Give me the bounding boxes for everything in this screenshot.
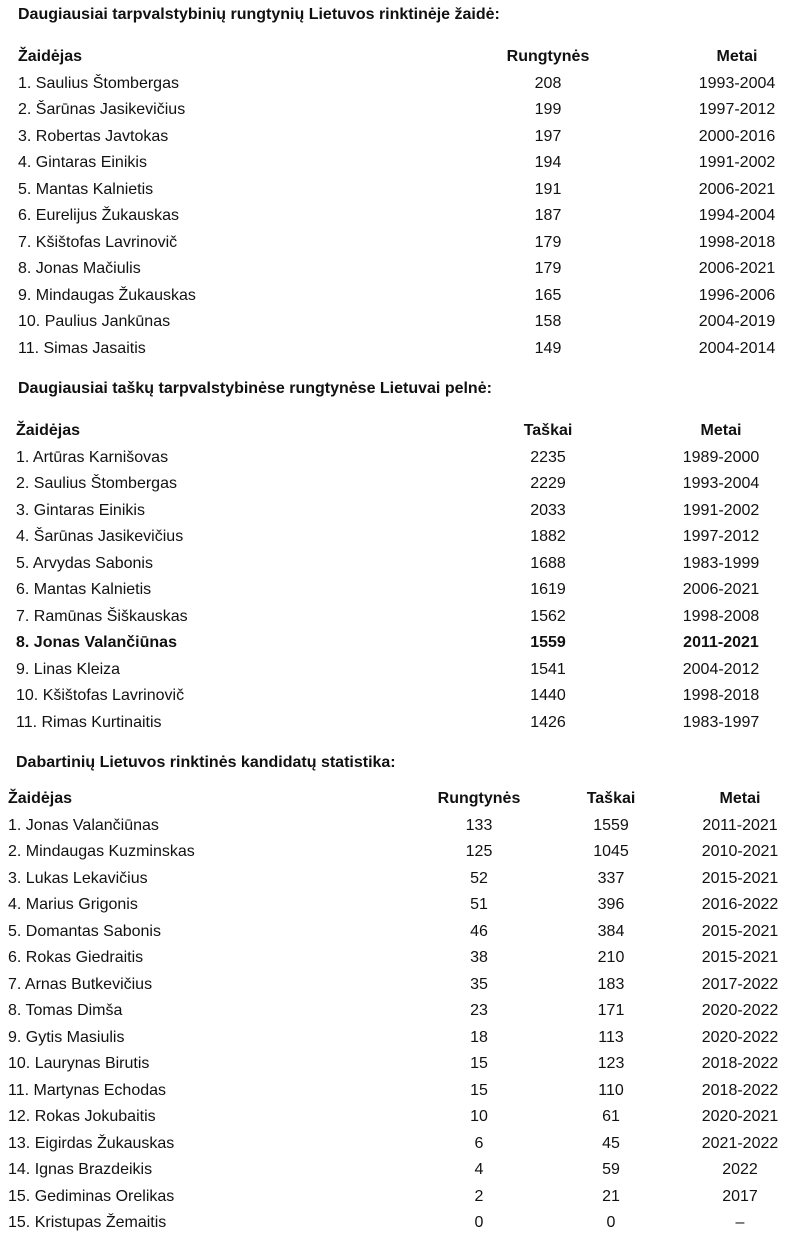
header-years: Metai [716,48,758,65]
cell-years: 2010-2021 [701,843,779,860]
cell-player: 7. Ramūnas Šiškauskas [16,607,188,625]
header-years: Metai [700,422,742,439]
cell-player: 1. Saulius Štombergas [18,74,179,92]
cell-points: 2229 [530,475,566,492]
table-row [0,524,800,551]
table-row [0,336,800,363]
cell-games: 187 [534,207,562,224]
cell-player: 4. Gintaras Einikis [18,154,147,171]
cell-years: 2017 [722,1187,758,1205]
cell-player: 9. Linas Kleiza [16,660,121,678]
cell-years: – [735,1214,745,1231]
cell-points: 123 [597,1055,625,1072]
cell-games: 199 [534,101,562,118]
table-row [0,1131,800,1158]
cell-years: 2020-2022 [701,1002,779,1019]
cell-years: 2022 [722,1161,758,1178]
cell-games: 208 [534,74,562,92]
cell-player: 3. Gintaras Einikis [16,501,145,519]
cell-player: 8. Jonas Mačiulis [18,260,141,277]
cell-player: 11. Simas Jasaitis [18,339,146,357]
cell-years: 2011-2021 [683,634,759,651]
cell-points: 1440 [530,687,566,704]
cell-player: 9. Mindaugas Žukauskas [18,286,196,304]
cell-player: 7. Kšištofas Lavrinovič [18,233,178,251]
cell-games: 46 [470,922,488,940]
cell-player: 15. Gediminas Orelikas [8,1187,175,1205]
cell-years: 2018-2022 [701,1055,779,1072]
cell-points: 113 [598,1028,624,1046]
cell-player: 5. Mantas Kalnietis [18,180,154,198]
section1-title: Daugiausiai tarpvalstybinių rungtynių Lietuvos rinktinėje žaidė: [18,6,500,23]
cell-games: 18 [470,1028,488,1046]
cell-player: 5. Domantas Sabonis [8,922,161,940]
table-row [0,998,800,1025]
cell-points: 2235 [530,448,566,466]
cell-years: 2020-2022 [701,1028,779,1046]
cell-points: 1562 [530,607,566,625]
cell-years: 1998-2018 [698,233,776,251]
cell-points: 1619 [530,581,566,598]
cell-player: 11. Rimas Kurtinaitis [16,713,162,731]
cell-years: 1993-2004 [682,475,760,492]
cell-points: 337 [597,869,625,887]
table-row [0,1025,800,1052]
cell-points: 2033 [530,501,566,519]
cell-games: 197 [534,127,562,145]
cell-years: 1991-2002 [698,154,776,171]
table-most-points [0,418,800,736]
cell-points: 1559 [530,634,566,651]
cell-games: 133 [465,816,493,834]
table-row [0,1104,800,1131]
cell-years: 1998-2018 [682,687,760,704]
cell-years: 1983-1999 [682,554,760,572]
cell-years: 1997-2012 [698,101,776,118]
table-row [0,1078,800,1105]
table-row [0,177,800,204]
cell-years: 2015-2021 [701,869,779,887]
cell-player: 4. Marius Grigonis [8,896,138,913]
cell-years: 2000-2016 [698,127,776,145]
cell-years: 2021-2022 [701,1134,779,1152]
cell-points: 210 [597,949,625,966]
cell-games: 0 [474,1214,484,1231]
cell-points: 1045 [593,843,629,860]
cell-player: 3. Robertas Javtokas [18,127,169,145]
cell-points: 1882 [530,528,566,545]
cell-points: 1426 [530,713,566,731]
cell-points: 59 [602,1161,620,1178]
table-row [0,1157,800,1184]
cell-years: 2015-2021 [701,922,779,940]
cell-points: 396 [597,896,625,913]
table-row [0,150,800,177]
cell-games: 179 [534,233,562,251]
cell-games: 38 [470,949,488,966]
cell-games: 194 [534,154,562,171]
table-row [0,866,800,893]
header-player: Žaidėjas [16,422,81,439]
cell-games: 52 [470,869,488,887]
cell-player: 10. Paulius Jankūnas [18,313,171,330]
cell-games: 23 [470,1002,488,1019]
table-row [0,203,800,230]
cell-points: 1541 [530,660,566,678]
cell-years: 2017-2022 [701,975,779,993]
header-player: Žaidėjas [18,48,83,65]
cell-player: 3. Lukas Lekavičius [8,869,148,887]
cell-player: 8. Tomas Dimša [8,1002,123,1019]
table-row [0,97,800,124]
cell-games: 35 [470,975,488,993]
cell-games: 149 [534,339,562,357]
table-header-row [0,418,800,445]
table-row [0,445,800,472]
table-header-row [0,44,800,71]
cell-points: 61 [602,1108,620,1125]
cell-games: 191 [534,180,562,198]
cell-player: 2. Mindaugas Kuzminskas [8,843,195,860]
table-row [0,471,800,498]
cell-years: 2004-2014 [698,339,776,357]
table-row [0,604,800,631]
cell-points: 1559 [593,816,629,834]
cell-player: 10. Kšištofas Lavrinovič [16,687,185,704]
cell-games: 179 [534,260,562,277]
cell-player: 6. Eurelijus Žukauskas [18,207,179,224]
cell-player: 2. Saulius Štombergas [16,475,177,492]
table-row [0,551,800,578]
cell-years: 1993-2004 [698,74,776,92]
cell-games: 15 [470,1055,488,1072]
header-points: Taškai [523,422,573,439]
header-years: Metai [719,790,761,807]
cell-points: 171 [597,1002,625,1019]
cell-player: 1. Artūras Karnišovas [16,448,169,466]
table-row [0,839,800,866]
table-row [0,683,800,710]
cell-player: 13. Eigirdas Žukauskas [8,1134,175,1152]
cell-points: 45 [602,1134,620,1152]
table-row [0,1184,800,1211]
cell-points: 21 [602,1187,620,1205]
cell-games: 6 [474,1134,484,1152]
table-header-row [0,786,800,813]
header-games: Rungtynės [437,790,521,807]
cell-games: 158 [534,313,562,330]
table-row [0,498,800,525]
section3-title: Dabartinių Lietuvos rinktinės kandidatų statistika: [16,754,396,771]
table-row [0,1210,800,1237]
header-games: Rungtynės [506,48,590,65]
table-row [0,230,800,257]
cell-years: 1996-2006 [698,286,776,304]
table-row [0,813,800,840]
table-row [0,577,800,604]
cell-player: 10. Laurynas Birutis [8,1055,150,1072]
cell-years: 2016-2022 [701,896,779,913]
table-row [0,919,800,946]
cell-games: 125 [465,843,493,860]
cell-years: 1997-2012 [682,528,760,545]
table-row [0,256,800,283]
cell-player: 8. Jonas Valančiūnas [16,634,177,651]
cell-player: 9. Gytis Masiulis [8,1028,125,1046]
cell-player: 5. Arvydas Sabonis [16,554,153,572]
table-row [0,710,800,737]
table-row [0,283,800,310]
table-row [0,972,800,999]
cell-points: 384 [597,922,625,940]
cell-games: 165 [534,286,562,304]
cell-years: 1989-2000 [682,448,760,466]
cell-player: 6. Mantas Kalnietis [16,581,152,598]
cell-years: 1994-2004 [698,207,776,224]
cell-player: 6. Rokas Giedraitis [8,949,144,966]
cell-years: 2004-2012 [682,660,760,678]
cell-games: 51 [470,896,488,913]
table-row [0,309,800,336]
cell-games: 4 [474,1161,484,1178]
cell-games: 10 [470,1108,488,1125]
cell-player: 14. Ignas Brazdeikis [8,1161,153,1178]
table-row [0,124,800,151]
cell-player: 4. Šarūnas Jasikevičius [16,528,184,545]
table-current-candidates [0,786,800,1237]
table-row [0,630,800,657]
cell-years: 2006-2021 [698,260,776,277]
section2-title: Daugiausiai taškų tarpvalstybinėse rungtynėse Lietuvai pelnė: [18,380,492,397]
table-row [0,892,800,919]
cell-years: 2020-2021 [701,1108,779,1125]
cell-years: 2011-2021 [702,816,778,834]
cell-player: 11. Martynas Echodas [8,1081,167,1099]
cell-points: 110 [598,1081,624,1099]
cell-years: 2006-2021 [698,180,776,198]
table-row [0,1051,800,1078]
cell-games: 15 [470,1081,488,1099]
table-row [0,657,800,684]
header-points: Taškai [586,790,636,807]
cell-years: 2004-2019 [698,313,776,330]
cell-years: 2018-2022 [701,1081,779,1099]
cell-player: 1. Jonas Valančiūnas [8,816,159,834]
cell-points: 0 [606,1214,616,1231]
cell-points: 1688 [530,554,566,572]
table-row [0,71,800,98]
cell-player: 15. Kristupas Žemaitis [8,1214,167,1231]
cell-years: 1983-1997 [682,713,760,731]
table-most-games [0,44,800,362]
cell-points: 183 [597,975,625,993]
cell-years: 2015-2021 [701,949,779,966]
table-row [0,945,800,972]
cell-player: 2. Šarūnas Jasikevičius [18,101,186,118]
header-player: Žaidėjas [8,790,73,807]
cell-years: 1991-2002 [682,501,760,519]
cell-games: 2 [474,1187,484,1205]
cell-years: 2006-2021 [682,581,760,598]
cell-player: 7. Arnas Butkevičius [8,975,153,993]
cell-player: 12. Rokas Jokubaitis [8,1108,156,1125]
cell-years: 1998-2008 [682,607,760,625]
